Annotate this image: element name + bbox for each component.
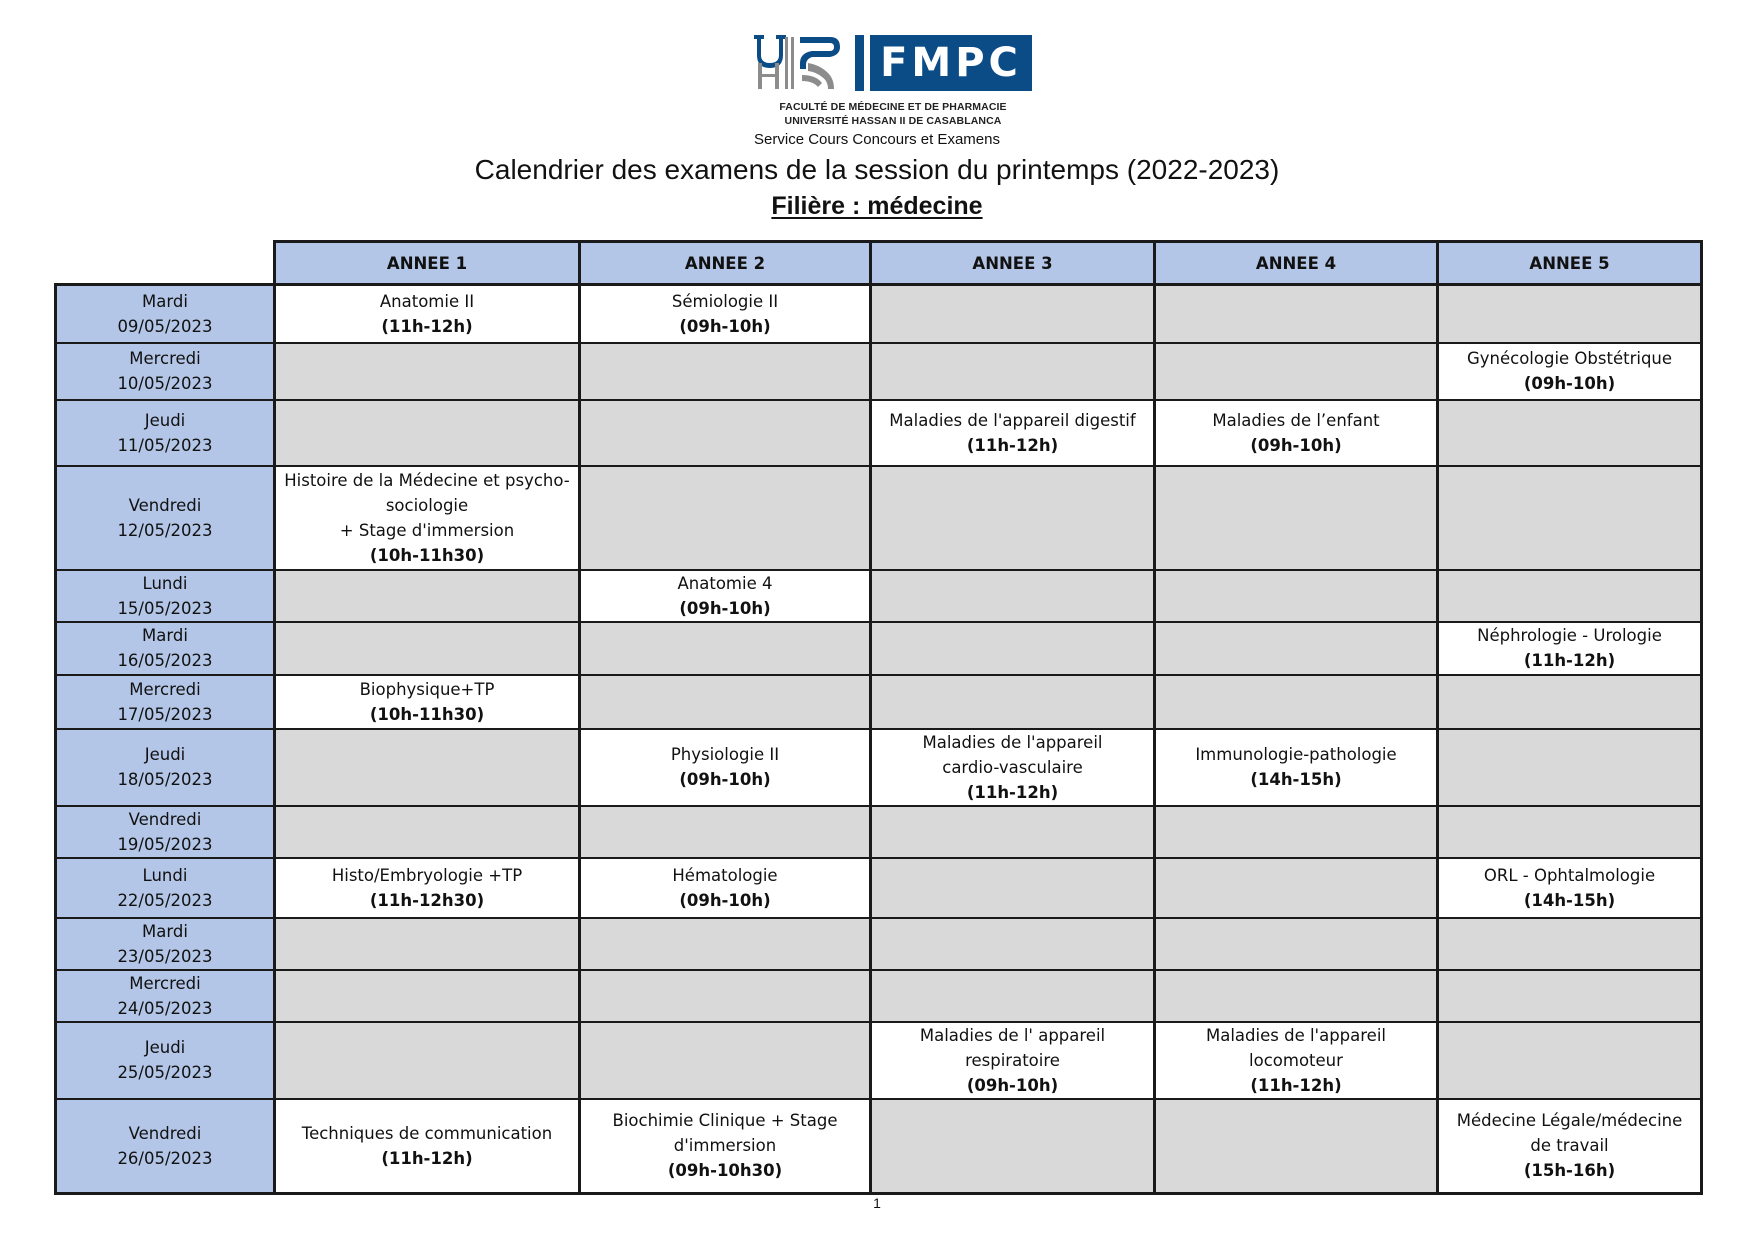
empty-slot-cell: [1155, 918, 1438, 970]
exam-time: (09h-10h): [1523, 374, 1616, 393]
page-subtitle: [0, 192, 1754, 221]
weekday-label: Mercredi: [129, 349, 201, 368]
empty-slot-cell: [580, 675, 871, 729]
empty-slot-cell: [275, 918, 580, 970]
exam-subject: de travail: [1530, 1136, 1609, 1156]
exam-subject: Techniques de communication: [301, 1123, 553, 1143]
empty-slot-cell: [275, 400, 580, 466]
exam-calendar-table: [54, 240, 1703, 1195]
weekday-label: Vendredi: [128, 495, 202, 515]
empty-slot-cell: [275, 570, 580, 622]
date-cell: [56, 400, 275, 466]
exam-cell: [275, 285, 580, 343]
empty-slot-cell: [275, 622, 580, 675]
date-label: 10/05/2023: [117, 374, 213, 393]
exam-subject: Histoire de la Médecine et psycho-: [284, 470, 570, 490]
weekday-label: Jeudi: [144, 1038, 186, 1057]
exam-time: (09h-10h): [679, 316, 771, 336]
exam-subject: Maladies de l'appareil digestif: [889, 410, 1136, 430]
exam-subject: Anatomie II: [379, 291, 475, 311]
uh2c-logo-icon: [752, 33, 844, 91]
weekday-label: Vendredi: [128, 809, 202, 829]
weekday-label: Mercredi: [129, 973, 201, 993]
date-cell: [56, 675, 275, 729]
empty-slot-cell: [1438, 1022, 1702, 1099]
exam-time: (11h-12h): [381, 1148, 473, 1168]
header-corner: [56, 242, 275, 285]
empty-slot-cell: [580, 970, 871, 1022]
date-cell: [56, 729, 275, 806]
empty-slot-cell: [871, 918, 1155, 970]
empty-slot-cell: [871, 466, 1155, 570]
exam-cell: [275, 466, 580, 570]
empty-slot-cell: [1438, 970, 1702, 1022]
table-row: [56, 918, 1702, 970]
date-label: 09/05/2023: [117, 316, 213, 336]
exam-subject: cardio-vasculaire: [942, 757, 1083, 777]
exam-cell: [1438, 1099, 1702, 1194]
weekday-label: Mardi: [142, 626, 188, 645]
exam-time: (09h-10h): [966, 1075, 1059, 1095]
empty-slot-cell: [1155, 1099, 1438, 1194]
column-header-annee-3: ANNEE 3: [871, 242, 1155, 285]
empty-slot-cell: [1155, 622, 1438, 675]
exam-subject: Maladies de l'appareil: [1206, 1025, 1386, 1045]
table-row: [56, 400, 1702, 466]
empty-slot-cell: [580, 806, 871, 858]
table-row: [56, 858, 1702, 918]
exam-time: (14h-15h): [1250, 770, 1342, 789]
date-label: 23/05/2023: [117, 946, 213, 966]
weekday-label: Mardi: [142, 291, 188, 311]
empty-slot-cell: [1155, 570, 1438, 622]
exam-time: (11h-12h): [1250, 1075, 1342, 1095]
weekday-label: Mardi: [142, 921, 188, 941]
table-row: [56, 675, 1702, 729]
weekday-label: Jeudi: [144, 745, 186, 764]
date-cell: [56, 343, 275, 400]
date-cell: [56, 858, 275, 918]
date-label: 19/05/2023: [117, 834, 213, 854]
exam-subject: d'immersion: [673, 1136, 777, 1156]
empty-slot-cell: [871, 343, 1155, 400]
table-row: [56, 1099, 1702, 1194]
exam-time: (09h-10h): [679, 770, 771, 789]
exam-subject: Biochimie Clinique + Stage: [612, 1111, 838, 1131]
fmpc-logo: [752, 33, 1034, 133]
exam-cell: [1155, 1022, 1438, 1099]
empty-slot-cell: [1155, 285, 1438, 343]
exam-subject: respiratoire: [965, 1050, 1060, 1070]
table-row: [56, 466, 1702, 570]
empty-slot-cell: [1438, 675, 1702, 729]
empty-slot-cell: [1438, 729, 1702, 806]
date-cell: [56, 466, 275, 570]
exam-time: (10h-11h30): [369, 704, 485, 724]
column-header-annee-5: ANNEE 5: [1438, 242, 1702, 285]
date-label: 18/05/2023: [117, 770, 213, 789]
exam-time: (09h-10h): [679, 890, 771, 910]
exam-time: (09h-10h): [1250, 435, 1342, 455]
exam-time: (10h-11h30): [369, 545, 485, 565]
exam-subject: Biophysique+TP: [359, 679, 495, 699]
empty-slot-cell: [580, 400, 871, 466]
empty-slot-cell: [275, 729, 580, 806]
exam-cell: [1155, 729, 1438, 806]
table-row: [56, 622, 1702, 675]
empty-slot-cell: [871, 570, 1155, 622]
empty-slot-cell: [871, 858, 1155, 918]
table-row: [56, 1022, 1702, 1099]
empty-slot-cell: [275, 970, 580, 1022]
exam-subject: Médecine Légale/médecine: [1456, 1111, 1683, 1131]
empty-slot-cell: [871, 970, 1155, 1022]
exam-subject: Histo/Embryologie +TP: [331, 865, 523, 885]
empty-slot-cell: [871, 675, 1155, 729]
exam-cell: [580, 285, 871, 343]
subtitle-text: Filière : médecine: [771, 192, 983, 220]
weekday-label: Jeudi: [144, 410, 186, 430]
empty-slot-cell: [580, 343, 871, 400]
exam-subject: Sémiologie II: [671, 291, 779, 311]
weekday-label: Vendredi: [128, 1123, 202, 1143]
empty-slot-cell: [1438, 570, 1702, 622]
exam-subject: locomoteur: [1249, 1050, 1343, 1070]
column-header-annee-4: ANNEE 4: [1155, 242, 1438, 285]
exam-subject: Néphrologie - Urologie: [1477, 626, 1662, 645]
exam-cell: [275, 675, 580, 729]
date-cell: [56, 806, 275, 858]
empty-slot-cell: [275, 806, 580, 858]
column-header-annee-2: ANNEE 2: [580, 242, 871, 285]
exam-cell: [275, 1099, 580, 1194]
exam-time: (11h-12h): [966, 782, 1059, 802]
exam-cell: [580, 1099, 871, 1194]
date-cell: [56, 1022, 275, 1099]
page-title: Calendrier des examens de la session du printemps (2022-2023): [474, 154, 1280, 185]
date-cell: [56, 622, 275, 675]
empty-slot-cell: [1438, 285, 1702, 343]
empty-slot-cell: [1438, 400, 1702, 466]
exam-time: (11h-12h30): [369, 890, 485, 910]
date-cell: [56, 1099, 275, 1194]
exam-subject: Maladies de l’enfant: [1212, 410, 1380, 430]
date-label: 11/05/2023: [117, 435, 213, 455]
weekday-label: Lundi: [142, 865, 188, 885]
exam-subject: Maladies de l' appareil: [919, 1025, 1106, 1045]
date-cell: [56, 570, 275, 622]
empty-slot-cell: [1438, 466, 1702, 570]
date-label: 15/05/2023: [117, 598, 213, 618]
empty-slot-cell: [275, 1022, 580, 1099]
table-row: [56, 970, 1702, 1022]
exam-subject: Immunologie-pathologie: [1195, 745, 1397, 764]
exam-cell: [1438, 622, 1702, 675]
exam-time: (15h-16h): [1523, 1161, 1616, 1181]
date-label: 25/05/2023: [117, 1063, 213, 1082]
exam-subject: Maladies de l'appareil: [922, 732, 1103, 752]
exam-cell: [1438, 858, 1702, 918]
date-cell: [56, 285, 275, 343]
date-cell: [56, 970, 275, 1022]
exam-cell: [580, 570, 871, 622]
exam-cell: [871, 729, 1155, 806]
table-row: [56, 806, 1702, 858]
date-label: 17/05/2023: [117, 704, 213, 724]
empty-slot-cell: [1155, 466, 1438, 570]
exam-time: (14h-15h): [1523, 890, 1616, 910]
empty-slot-cell: [1155, 675, 1438, 729]
empty-slot-cell: [1155, 806, 1438, 858]
empty-slot-cell: [1155, 343, 1438, 400]
table-row: [56, 729, 1702, 806]
exam-cell: [580, 729, 871, 806]
empty-slot-cell: [871, 622, 1155, 675]
weekday-label: Mercredi: [129, 679, 201, 699]
empty-slot-cell: [1438, 918, 1702, 970]
exam-cell: [1155, 400, 1438, 466]
table-row: [56, 570, 1702, 622]
exam-time: (09h-10h30): [667, 1161, 783, 1181]
exam-subject: Physiologie II: [670, 745, 780, 764]
exam-time: (11h-12h): [1523, 651, 1616, 670]
date-label: 26/05/2023: [117, 1148, 213, 1168]
exam-time: (09h-10h): [679, 598, 771, 618]
exam-cell: [580, 858, 871, 918]
date-label: 22/05/2023: [117, 890, 213, 910]
exam-cell: [1438, 343, 1702, 400]
exam-subject: + Stage d'immersion: [339, 520, 515, 540]
exam-subject: Hématologie: [672, 865, 778, 885]
table-row: [56, 343, 1702, 400]
exam-time: (11h-12h): [381, 316, 473, 336]
faculty-name: FACULTÉ DE MÉDECINE ET DE PHARMACIE: [779, 101, 1007, 113]
empty-slot-cell: [580, 1022, 871, 1099]
university-name: UNIVERSITÉ HASSAN II DE CASABLANCA: [784, 115, 1002, 127]
service-name: Service Cours Concours et Examens: [754, 131, 1000, 148]
date-cell: [56, 918, 275, 970]
exam-subject: Anatomie 4: [677, 573, 773, 593]
empty-slot-cell: [871, 285, 1155, 343]
date-label: 12/05/2023: [117, 520, 213, 540]
exam-subject: sociologie: [385, 495, 469, 515]
empty-slot-cell: [871, 806, 1155, 858]
exam-cell: [871, 1022, 1155, 1099]
logo-separator-bar: [855, 35, 864, 91]
empty-slot-cell: [275, 343, 580, 400]
date-label: 16/05/2023: [117, 651, 213, 670]
table-body: [56, 285, 1702, 1194]
empty-slot-cell: [580, 466, 871, 570]
page-number: 1: [873, 1195, 881, 1211]
exam-time: (11h-12h): [966, 435, 1059, 455]
empty-slot-cell: [580, 918, 871, 970]
column-header-annee-1: ANNEE 1: [275, 242, 580, 285]
fmpc-logo-box: FMPC: [870, 35, 1032, 91]
exam-cell: [871, 400, 1155, 466]
empty-slot-cell: [1155, 858, 1438, 918]
empty-slot-cell: [580, 622, 871, 675]
exam-subject: Gynécologie Obstétrique: [1466, 349, 1673, 368]
empty-slot-cell: [871, 1099, 1155, 1194]
exam-cell: [275, 858, 580, 918]
empty-slot-cell: [1438, 806, 1702, 858]
table-row: [56, 285, 1702, 343]
exam-subject: ORL - Ophtalmologie: [1483, 865, 1656, 885]
date-label: 24/05/2023: [117, 998, 213, 1018]
table-header-row: [56, 242, 1702, 285]
weekday-label: Lundi: [142, 573, 188, 593]
empty-slot-cell: [1155, 970, 1438, 1022]
